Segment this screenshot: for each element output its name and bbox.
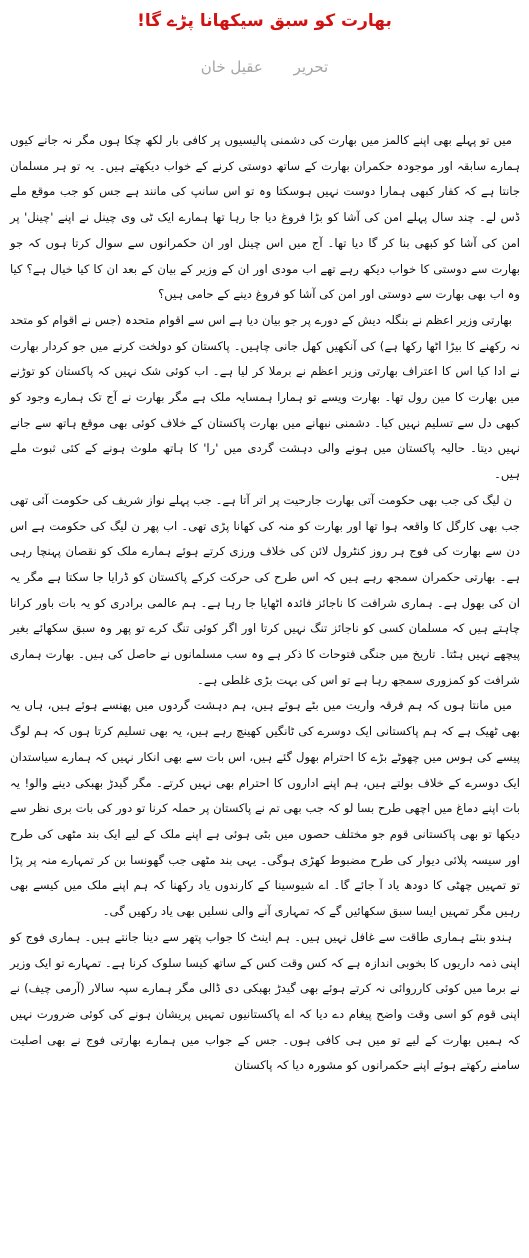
article-byline	[0, 56, 529, 78]
article-paragraph: ہندو بنئے ہماری طاقت سے غافل نہیں ہیں۔ ہم اینٹ کا جواب پتھر سے دینا جانتے ہیں۔ ہماری فوج کو اپنی ذمہ داریوں کا بخوبی اندازہ ہے کہ کس وقت کس کے ساتھ کیسا سلوک کرنا ہے۔ تمہارے تو ایک وزیر نے برما میں کوئی کارروائی نہ کرتے ہوئے بھی گیدڑ بھبکی دی ڈالی مگر ہمارے سپہ سالار (آرمی چیف) نے اپنی قوم کو اسی وقت واضح پیغام دے دیا کہ اے پاکستانیوں تمہیں پریشان ہونے کی کوئی ضرورت نہیں کہ ہمیں بھارت کے لیے تو میں ہی کافی ہوں۔ جس کے جواب میں ہمارے بھارتی فوج نے بھی اصلیت سامنے رکھتے ہوئے اپنے حکمرانوں کو مشورہ دیا کہ پاکستان	[10, 929, 520, 1073]
article-paragraph: بھارتی وزیر اعظم نے بنگلہ دیش کے دورے پر جو بیان دیا ہے اس سے اقوام متحدہ (جس نے اقوام کو متحد نہ رکھنے کا بیڑا اٹھا رکھا ہے) کی آنکھیں کھل جانی چاہیں۔ پاکستان کو دولخت کرنے میں جو کردار بھارت نے ادا کیا اس کا اعتراف بھارتی وزیر اعظم نے برملا کر لیا ہے۔ اب کوئی شک نہیں کہ پاکستان کو توڑنے میں بھارت کا مین رول تھا۔ بھارت ویسے تو ہمارا ہمسایہ ملک ہے مگر بھارت نے آج تک ہمارے وجود کو کبھی دل سے تسلیم نہیں کیا۔ دشمنی نبھانے میں بھارت پاکستان کے خلاف کوئی بھی موقع ہاتھ سے جانے نہیں دیتا۔ حالیہ پاکستان میں ہونے والی دہشت گردی میں 'را' کا ہاتھ ملوث ہونے کے کئی ثبوت ملے ہیں۔	[10, 312, 520, 482]
article-headline: بھارت کو سبق سیکھانا پڑے گا!	[137, 11, 392, 31]
article-paragraph: میں مانتا ہوں کہ ہم فرقہ واریت میں بٹے ہوئے ہیں، ہم دہشت گردوں میں پھنسے ہوئے ہیں، ہاں یہ بھی ٹھیک ہے کہ ہم پاکستانی ایک دوسرے کی ٹانگیں کھینچ رہے ہیں، یہ بھی تسلیم کرتا ہوں کہ ہم لوگ پیسے کی ہوس میں چھوٹے بڑے کا احترام بھول گئے ہیں، اس بات سے بھی انکار نہیں کہ ہمارے سیاستدان ایک دوسرے کے خلاف بولتے ہیں، ہم اپنے اداروں کا احترام بھی نہیں کرتے۔ مگر گیدڑ بھبکی دینے والو! یہ بات اپنے دماغ میں اچھی طرح بسا لو کہ جب بھی تم نے پاکستان پر حملہ کرنا تو دور کی بات بری نظر سے دیکھا تو بھی پاکستانی قوم جو مختلف حصوں میں بٹی ہوئی ہے اپنے ملک کے لیے ایک بند مٹھی کی طرح اور سیسہ پلائی دیوار کی طرح مضبوط کھڑی ہوگی۔ یہی بند مٹھی جب گھونسا بن کر تمہارے منہ پر پڑا تو تمہیں چھٹی کا دودھ یاد آ جائے گا۔ اے شیوسینا کے کارندوں یاد رکھنا کہ ہم اپنے ملک میں کیسے بھی رہیں مگر تمہیں ایسا سبق سکھائیں گے کہ تمہاری آنے والی نسلیں بھی یاد رکھیں گی۔	[10, 698, 520, 919]
article-paragraph: میں تو پہلے بھی اپنے کالمز میں بھارت کی دشمنی پالیسیوں پر کافی بار لکھ چکا ہوں مگر نہ جانے کیوں ہمارے سابقہ اور موجودہ حکمران بھارت کے ساتھ دوستی کرنے کے خواب دیکھتے ہیں۔ یہ تو ہر مسلمان جانتا ہے کہ کفار کبھی ہمارا دوست نہیں ہوسکتا وہ تو اس سانپ کی مانند ہے جس کو جب موقع ملے ڈس لے۔ چند سال پہلے امن کی آشا کو بڑا فروغ دیا جا رہا تھا ہمارے ایک ٹی وی چینل نے اپنے 'چینل' پر امن کی آشا کو کبھی بنا کر گا دیا تھا۔ آج میں اس چینل اور ان حکمرانوں سے سوال کرتا ہوں کہ جو بھارت سے دوستی کا خواب دیکھ رہے تھے اب مودی اور ان کے وزیر کے بیان کے بعد ان کا کیا خیال ہے؟ کیا وہ اب بھی بھارت سے دوستی اور امن کی آشا کو فروغ دینے کے حامی ہیں؟	[10, 133, 520, 302]
byline-label: تحریر	[293, 58, 329, 76]
author-name: عقیل خان	[200, 58, 263, 76]
article-body	[10, 128, 520, 1079]
article-paragraph: ن لیگ کی جب بھی حکومت آتی بھارت جارحیت پر اتر آتا ہے۔ جب پہلے نواز شریف کی حکومت آئی تھی جب بھی کارگل کا واقعہ ہوا تھا اور بھارت کو منہ کی کھانا پڑی تھی۔ اب پھر ن لیگ کی حکومت ہے اس دن سے بھارت کی فوج ہر روز کنٹرول لائن کی خلاف ورزی کرتے ہوئے ہمارے ملک کو نقصان پہنچا رہی ہے۔ بھارتی حکمران سمجھ رہے ہیں کہ اس طرح کی حرکت کرکے پاکستان کو ڈرایا جا سکتا ہے مگر یہ ان کی بھول ہے۔ ہماری شرافت کا ناجائز فائدہ اٹھایا جا رہا ہے۔ ہم عالمی برادری کو یہ بات باور کرانا چاہتے ہیں کہ مسلمان کسی کو ناجائز تنگ نہیں کرتا اور اگر کوئی تنگ کرے تو پھر وہ سبق سکھائے بغیر پیچھے نہیں ہٹتا۔ تاریخ میں جنگی فتوحات کا ذکر ہے وہ سب مسلمانوں نے حاصل کی ہیں۔ بھارت ہماری شرافت کو کمزوری سمجھ رہا ہے تو اس کی بہت بڑی غلطی ہے۔	[10, 492, 520, 687]
